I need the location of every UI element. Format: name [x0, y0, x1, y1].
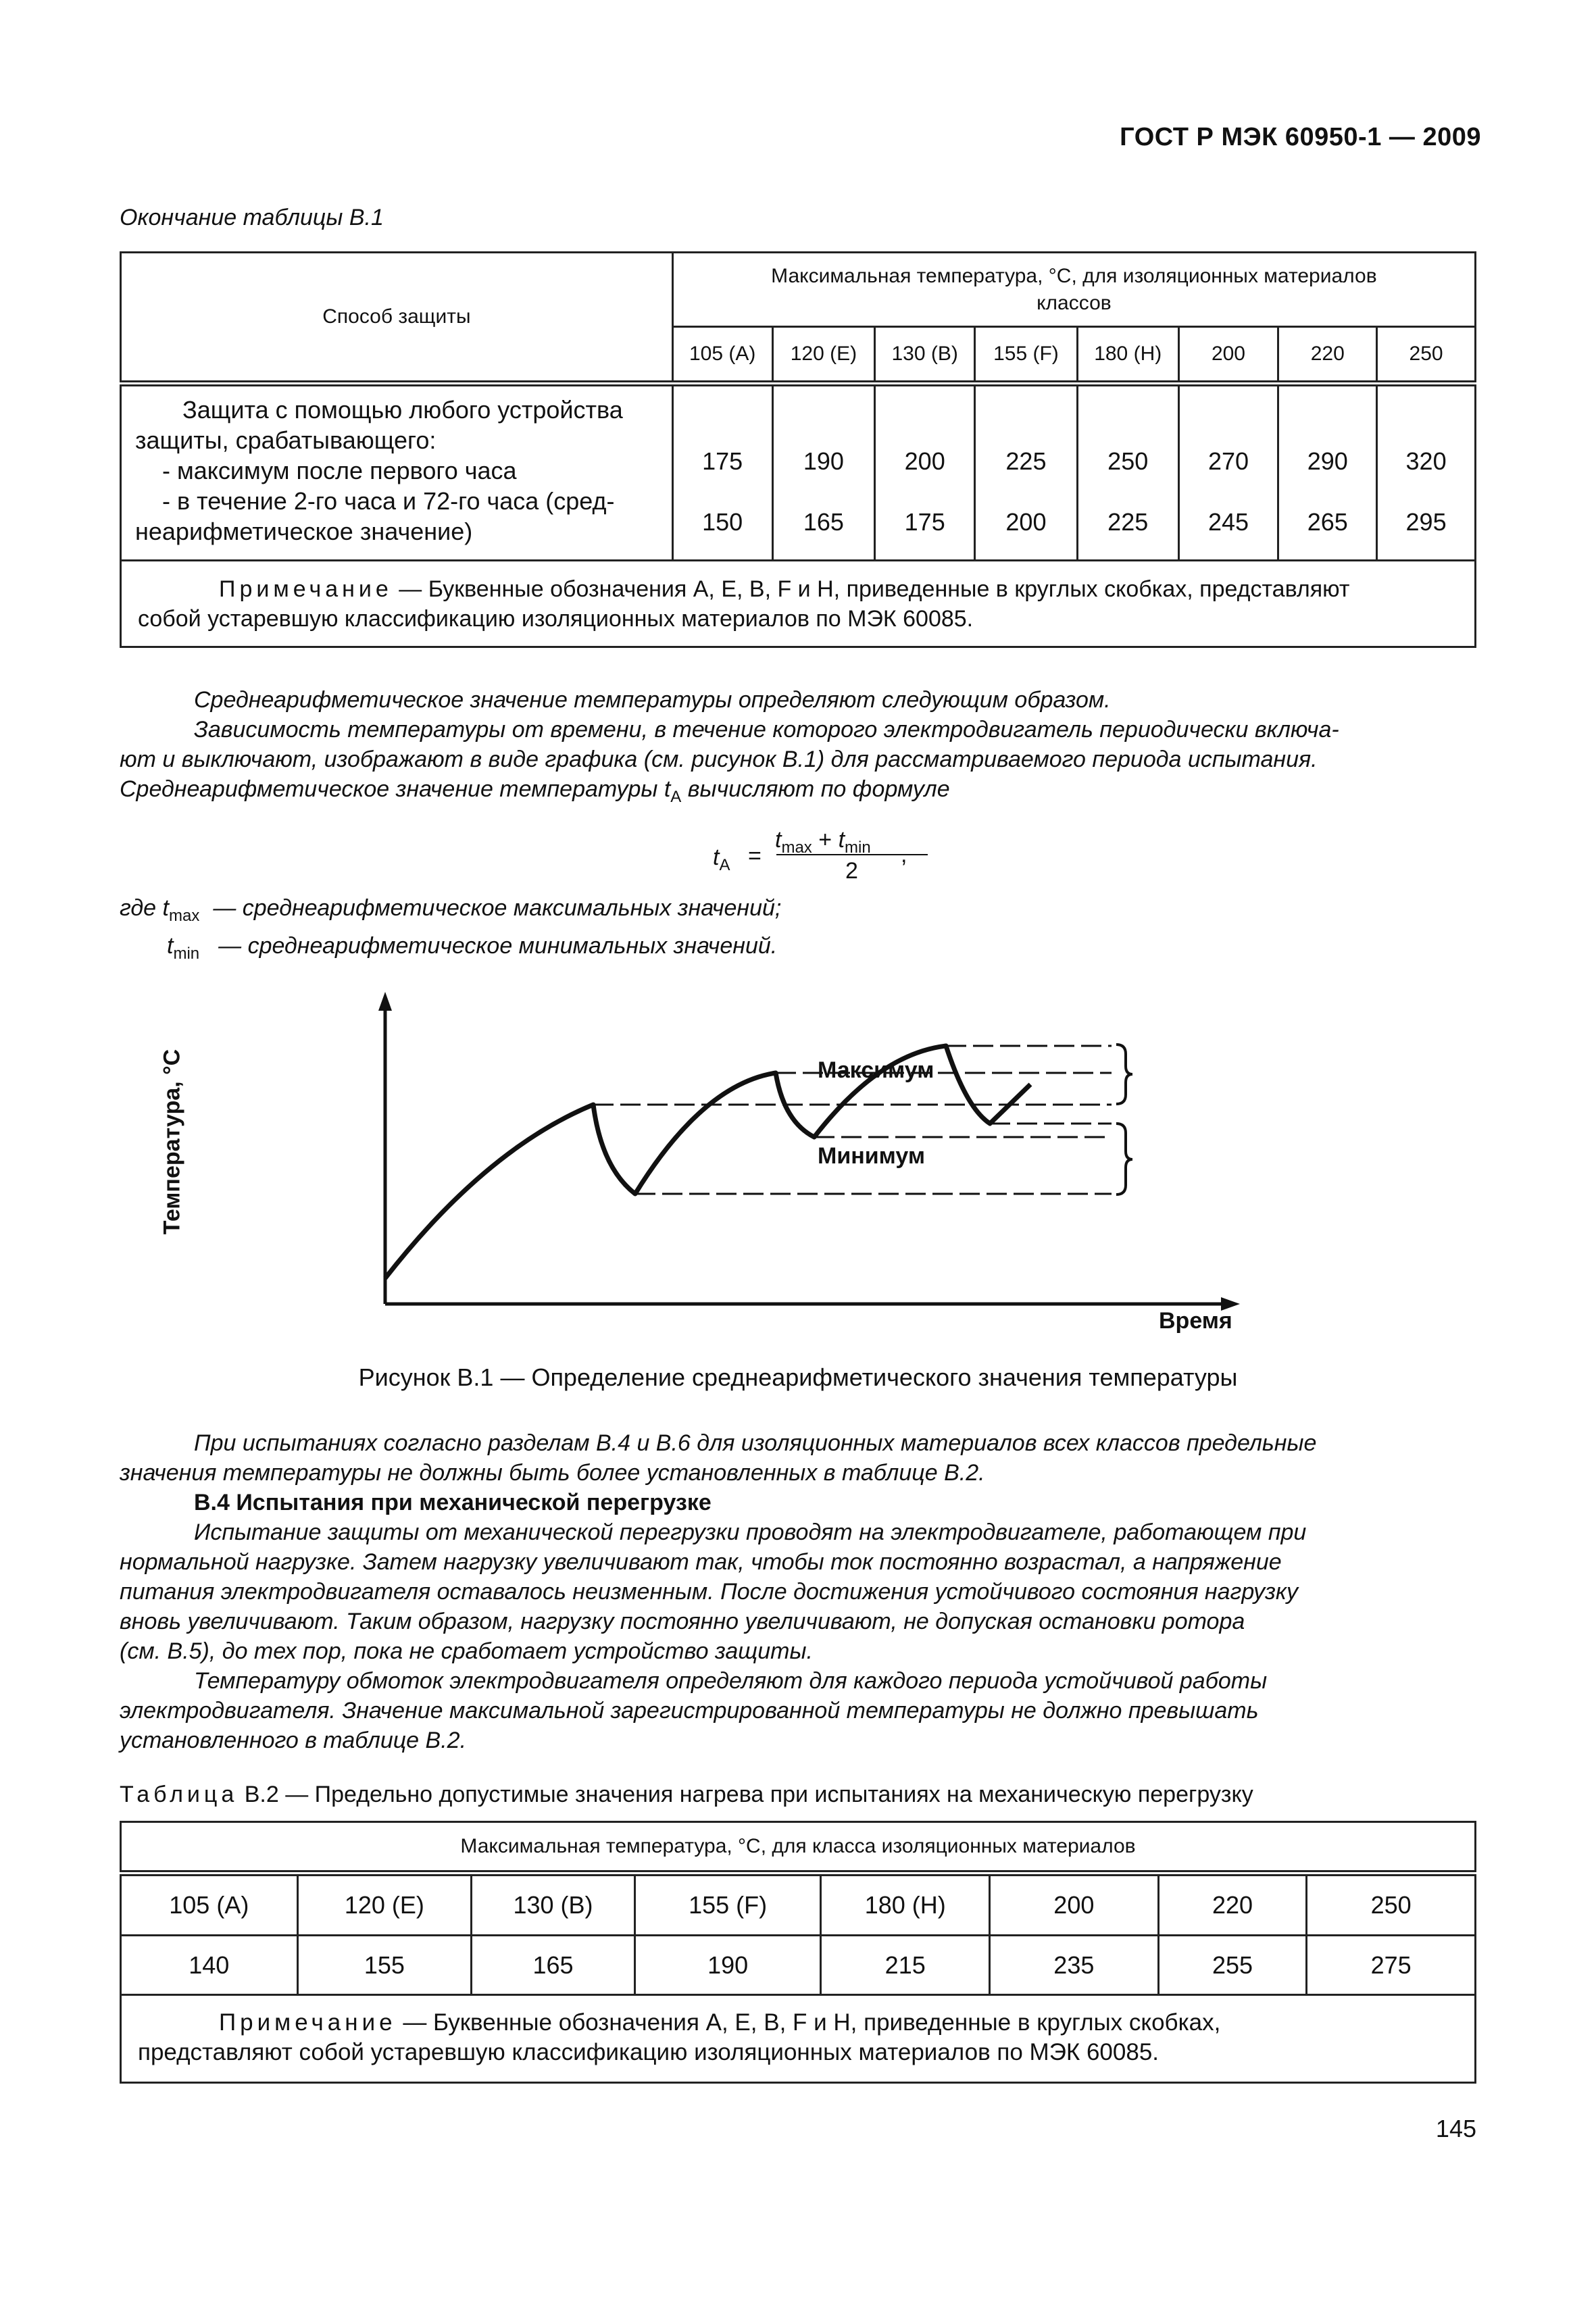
value-cell: 255 [1158, 1936, 1307, 1995]
col-group-header: Максимальная температура, °С, для изоляционных материалов классов [672, 253, 1475, 327]
class-header: 200 [1178, 327, 1278, 384]
class-header: 180 (Н) [1077, 327, 1178, 384]
value-cell: 155 [297, 1936, 472, 1995]
value-cell: 140 [121, 1936, 298, 1995]
text-block-tests: При испытаниях согласно разделам В.4 и В.6 для изоляционных материалов всех классов предельные значения температуры не должны быть более установленных в таблице В.2. В.4 Испытания при механической перегрузке Испытание защиты от механической перегрузки проводят на электродвигателе, работающем при нормальной нагрузке. Затем нагрузку увеличивают так, чтобы ток постоянно возрастал, а напряжение питания электродвигателя оставалось неизменным. После достижения устойчивого состояния нагрузку вновь увеличивают. Таким образом, нагрузку постоянно увеличивают, не допуская остановки ротора (см. В.5), до тех пор, пока не сработает устройство защиты. Температуру обмоток электродвигателя определяют для каждого периода устойчивой работы электродвигателя. Значение максимальной зарегистрированной температуры не должно превышать установленного в таблице В.2. [120, 1428, 1476, 1755]
value-cell: 225 200 [975, 384, 1078, 561]
protection-description: Защита с помощью любого устройства защиты, срабатывающего: - максимум после первого часа - в течение 2-го часа и 72-го часа (сред- неарифметическое значение) [121, 384, 673, 561]
class-header: 105 (А) [121, 1873, 298, 1936]
value-cell: 250 225 [1077, 384, 1178, 561]
temperature-figure [318, 986, 1277, 1351]
table1 [120, 251, 1476, 648]
table2 [120, 1821, 1476, 2084]
value-cell: 165 [472, 1936, 635, 1995]
value-cell: 275 [1307, 1936, 1476, 1995]
class-header: 130 (В) [875, 327, 975, 384]
section-heading: В.4 Испытания при механической перегрузке [194, 1490, 712, 1515]
value-cell: 190 165 [772, 384, 875, 561]
text-block-mean: Среднеарифметическое значение температуры определяют следующим образом. Зависимость температуры от времени, в течение которого электродвигатель периодически включа- ют и выключают, изображают в виде графика (см. рисунок В.1) для рассматриваемого периода испытания. Среднеарифметическое значение температуры $t_А$ вычисляют по формуле [120, 687, 1339, 806]
y-axis-label: Температура, °С [159, 1049, 185, 1235]
mean-formula: $t_A$ = $t_{max} + t_{min}$ 2 , [713, 827, 916, 888]
x-axis-label: Время [1159, 1308, 1232, 1334]
value-cell: 290 265 [1278, 384, 1377, 561]
value-cell: 270 245 [1178, 384, 1278, 561]
class-header: 130 (В) [472, 1873, 635, 1936]
class-header: 155 (F) [975, 327, 1078, 384]
page-number: 145 [1435, 2115, 1476, 2142]
class-header: 250 [1307, 1873, 1476, 1936]
table1-caption: Окончание таблицы В.1 [120, 205, 384, 230]
table-note-row [121, 1995, 1476, 2083]
table-note: Примечание — Буквенные обозначения А, Е, В, F и Н, приведенные в круглых скобках, представляют собой устаревшую классификацию изоляционных материалов по МЭК 60085. [121, 1995, 1476, 2083]
minimum-brace [1116, 1124, 1132, 1194]
table2-header: Максимальная температура, °С, для класса изоляционных материалов [121, 1822, 1476, 1873]
class-header: 200 [990, 1873, 1159, 1936]
class-header: 220 [1158, 1873, 1307, 1936]
class-header: 155 (F) [634, 1873, 821, 1936]
value-cell: 175 150 [672, 384, 772, 561]
class-header: 120 (Е) [772, 327, 875, 384]
value-cell: 235 [990, 1936, 1159, 1995]
document-header: ГОСТ Р МЭК 60950-1 — 2009 [1120, 123, 1481, 151]
class-header: 180 (Н) [821, 1873, 990, 1936]
class-header: 105 (А) [672, 327, 772, 384]
table-note: Примечание — Буквенные обозначения А, Е, В, F и Н, приведенные в круглых скобках, представляют собой устаревшую классификацию изоляционных материалов по МЭК 60085. [121, 561, 1476, 647]
maximum-brace [1116, 1045, 1132, 1104]
maximum-label: Максимум [818, 1057, 934, 1083]
class-header-row [121, 1873, 1476, 1936]
table-row [121, 384, 1476, 561]
minimum-label: Минимум [818, 1143, 925, 1169]
value-cell: 215 [821, 1936, 990, 1995]
class-header: 250 [1377, 327, 1476, 384]
col-method-header: Способ защиты [121, 253, 673, 384]
class-header: 220 [1278, 327, 1377, 384]
value-cell: 320 295 [1377, 384, 1476, 561]
table-row [121, 1936, 1476, 1995]
class-header: 120 (Е) [297, 1873, 472, 1936]
figure-caption: Рисунок В.1 — Определение среднеарифметического значения температуры [358, 1363, 1238, 1391]
table2-caption: Таблица В.2 — Предельно допустимые значения нагрева при испытаниях на механическую перегрузку [120, 1782, 1253, 1807]
formula-definitions: где $t_{max}$ — среднеарифметическое максимальных значений; $t_{min}$ — среднеарифметическое минимальных значений. [120, 895, 782, 963]
value-cell: 200 175 [875, 384, 975, 561]
y-axis-arrow [378, 992, 392, 1011]
value-cell: 190 [634, 1936, 821, 1995]
table-note-row [121, 561, 1476, 647]
